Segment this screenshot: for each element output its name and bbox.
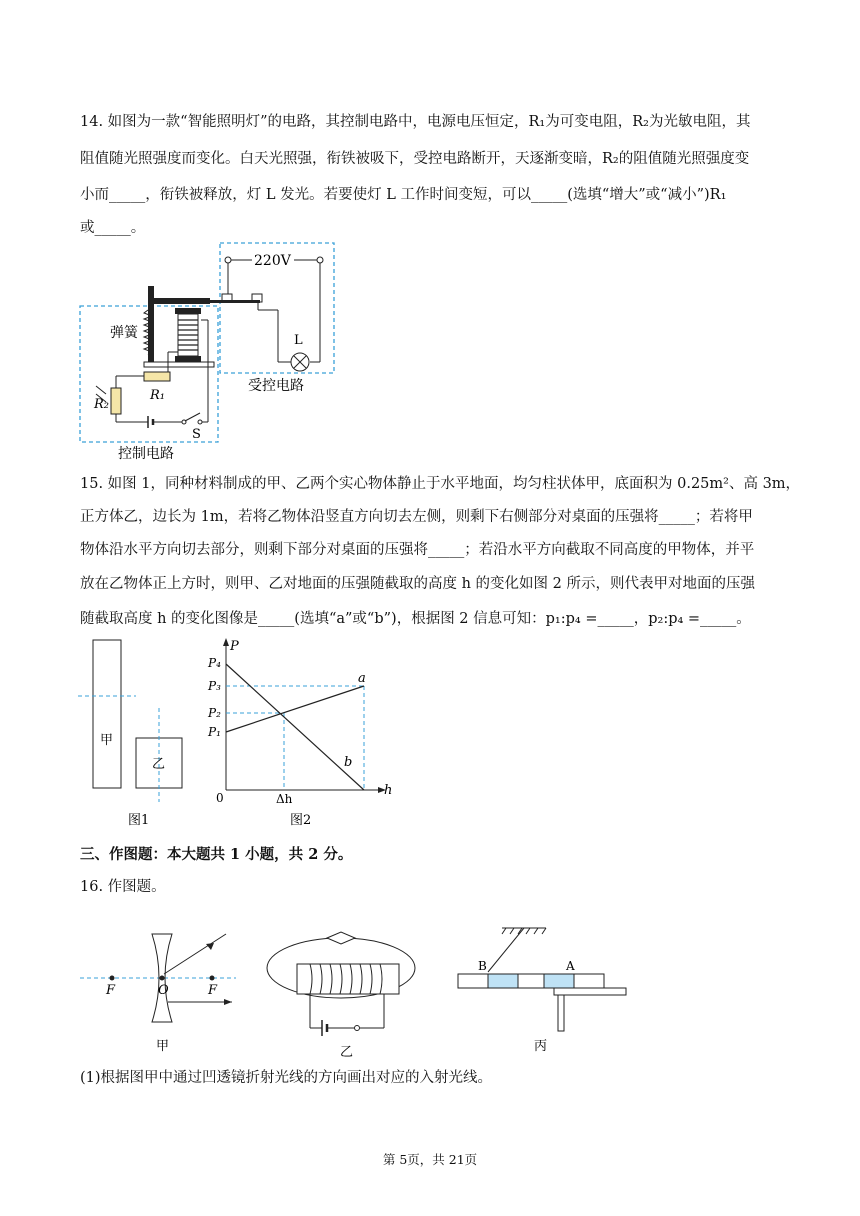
q14-line-2: 阻值随光照强度而变化。白天光照强，衔铁被吸下，受控电路断开，天逐渐变暗，R₂的阻值随光照强度变 [80,151,750,167]
figure-2-caption: 图2 [290,813,312,828]
voltage-label: 220V [254,253,291,269]
optical-center-label: O [158,983,169,998]
p1-label: P₁ [208,725,221,739]
table-leg [558,995,564,1031]
focus-right-label: F [208,983,218,998]
q15-line-3: 物体沿水平方向切去部分，则剩下部分对桌面的压强将_____；若沿水平方向截取不同高度的甲物体，并平 [80,542,755,558]
block-jia [93,640,121,788]
line-b [226,664,364,790]
line-b-label: b [344,755,353,770]
p2-label: P₂ [208,706,221,720]
line-a [226,686,364,732]
origin-label: 0 [216,791,224,805]
block-a-label: A [566,959,575,973]
q15-figure-1 [78,636,198,836]
p4-label: P₄ [208,656,221,670]
figure-1-caption: 图1 [128,813,150,828]
switch-icon [185,413,200,421]
q14-line-4: 或_____。 [80,220,146,236]
q15-line-1: 15. 如图 1，同种材料制成的甲、乙两个实心物体静止于水平地面，均匀柱状体甲，底面积为 0.25m²、高 3m， [80,476,801,492]
r1-resistor [144,372,170,381]
focus-left-label: F [106,983,116,998]
q14-circuit-figure [78,240,340,462]
switch-label: S [192,427,201,442]
x-axis-label: h [384,783,393,798]
line-a-label: a [358,671,366,686]
r2-label: R₂ [94,397,109,412]
lamp-label: L [294,333,303,348]
q14-line-1: 14. 如图为一款“智能照明灯”的电路，其控制电路中，电源电压恒定，R₁为可变电阻，R₂为光敏电阻，其 [80,114,751,130]
q15-line-4: 放在乙物体正上方时，则甲、乙对地面的压强随截取的高度 h 的变化如图 2 所示，则代表甲对地面的压强 [80,576,755,592]
control-circuit-label: 控制电路 [118,446,174,462]
y-axis-label: P [230,639,239,654]
controlled-circuit-label: 受控电路 [248,378,304,394]
delta-h-label: Δh [276,792,293,806]
q15-line-5: 随截取高度 h 的变化图像是_____(选填“a”或“b”)，根据图 2 信息可知：p₁:p₄ =_____，p₂:p₄ =_____。 [80,611,751,627]
q14-line-3: 小而_____，衔铁被释放，灯 L 发光。若要使灯 L 工作时间变短，可以_____(选填“增大”或“减小”)R₁ [80,187,727,203]
figure-yi-caption: 乙 [340,1045,354,1060]
table-top [554,988,626,995]
q15-line-2: 正方体乙，边长为 1m，若将乙物体沿竖直方向切去左侧，则剩下右侧部分对桌面的压强将_____；若将甲 [80,509,753,525]
q16-line-1: 16. 作图题。 [80,879,166,895]
r2-resistor [111,388,121,414]
string [488,928,524,972]
block-b-label: B [478,959,487,973]
block-b [488,974,518,988]
q15-figure-2 [198,636,398,836]
refracted-ray-1 [164,934,226,974]
page-footer: 第 5页，共 21页 [382,1152,478,1167]
compass-needle-icon [327,932,355,944]
spring-label: 弹簧 [110,325,138,341]
block-jia-label: 甲 [100,733,114,748]
armature [150,298,210,304]
block-a [544,974,574,988]
r1-label: R₁ [150,388,165,403]
q16-sub-1: (1)根据图甲中通过凹透镜折射光线的方向画出对应的入射光线。 [80,1070,493,1086]
figure-bing-caption: 丙 [534,1039,548,1054]
q16-figures [78,922,638,1062]
block-yi-label: 乙 [152,757,166,772]
p3-label: P₃ [208,679,221,693]
section-3-title: 三、作图题：本大题共 1 小题，共 2 分。 [80,846,353,863]
figure-jia-caption: 甲 [156,1039,170,1054]
